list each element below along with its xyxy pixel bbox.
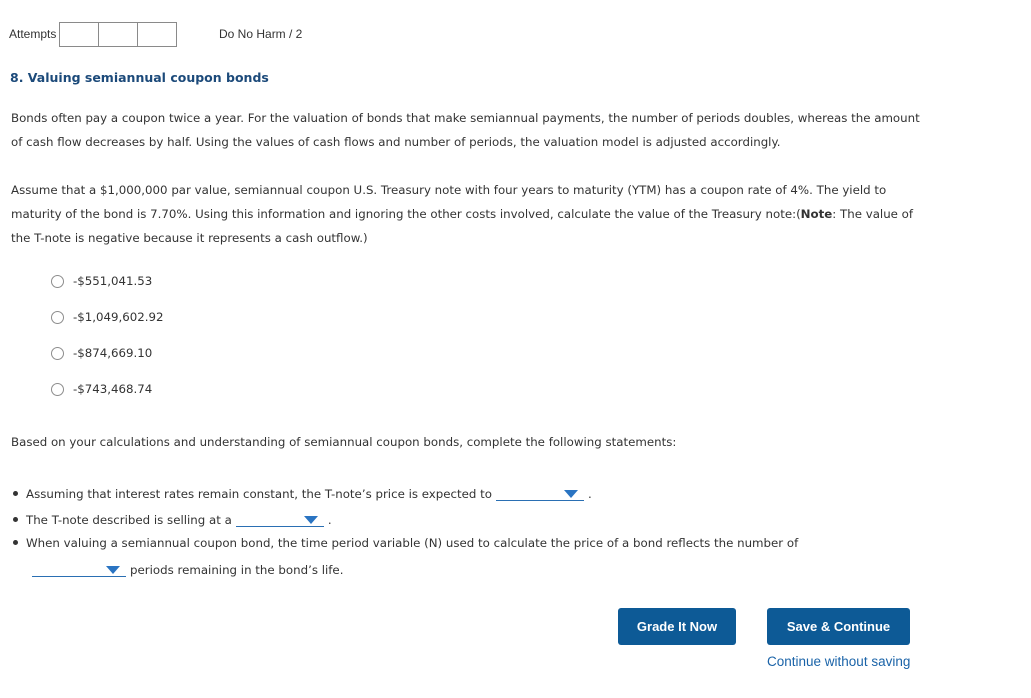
- statement-text: The T-note described is selling at a: [26, 513, 232, 527]
- save-continue-button[interactable]: Save & Continue: [767, 608, 910, 645]
- grade-it-now-button[interactable]: Grade It Now: [618, 608, 736, 645]
- do-no-harm-label: Do No Harm / 2: [219, 27, 303, 41]
- statement-3-continued: [28, 560, 343, 577]
- statement-text: When valuing a semiannual coupon bond, the time period variable (N) used to calculate the price of a bond reflects the number of: [26, 536, 799, 550]
- attempt-box-1: [59, 22, 99, 47]
- option-label: -$874,669.10: [73, 346, 153, 360]
- statement-suffix: .: [587, 487, 592, 501]
- option-label: -$1,049,602.92: [73, 310, 164, 324]
- bullet-icon: [13, 491, 18, 496]
- statement-2: [11, 510, 332, 527]
- attempts-label: Attempts: [9, 27, 57, 41]
- attempt-boxes: [59, 22, 176, 47]
- caret-down-icon: [106, 566, 120, 574]
- intro-paragraph: Bonds often pay a coupon twice a year. For the valuation of bonds that make semiannual payments, the number of periods doubles, whereas the amount of cash flow decreases by half. Using the values of cash flows and number of periods, the valuation model is adjusted accordingly.: [11, 111, 920, 149]
- question-title: 8. Valuing semiannual coupon bonds: [10, 70, 269, 85]
- continue-without-saving-link[interactable]: Continue without saving: [767, 654, 911, 669]
- statement-suffix: .: [327, 513, 332, 527]
- option-1[interactable]: [51, 273, 152, 289]
- option-2[interactable]: [51, 309, 164, 325]
- note-text: : The value of the T-note is negative because it represents a cash outflow.): [11, 207, 914, 245]
- period-type-dropdown[interactable]: [32, 560, 126, 577]
- statement-suffix: periods remaining in the bond’s life.: [130, 563, 344, 577]
- note-label: Note: [800, 207, 833, 221]
- option-label: -$551,041.53: [73, 274, 153, 288]
- radio-button[interactable]: [51, 275, 64, 288]
- problem-text: Assume that a $1,000,000 par value, semiannual coupon U.S. Treasury note with four years to maturity (YTM) has a coupon rate of 4%. The yield to maturity of the bond is 7.70%. Using this information and ignoring the other costs involved, calculate the value of the Treasury note:(: [11, 183, 887, 221]
- bullet-icon: [13, 540, 18, 545]
- radio-button[interactable]: [51, 347, 64, 360]
- radio-button[interactable]: [51, 311, 64, 324]
- radio-button[interactable]: [51, 383, 64, 396]
- option-label: -$743,468.74: [73, 382, 153, 396]
- option-3[interactable]: [51, 345, 152, 361]
- selling-status-dropdown[interactable]: [236, 510, 324, 527]
- attempt-box-2: [98, 22, 138, 47]
- attempt-box-3: [137, 22, 177, 47]
- caret-down-icon: [564, 490, 578, 498]
- statement-1: [11, 484, 592, 501]
- caret-down-icon: [304, 516, 318, 524]
- price-trend-dropdown[interactable]: [496, 484, 584, 501]
- attempts-row: [9, 21, 176, 47]
- bullet-icon: [13, 517, 18, 522]
- option-4[interactable]: [51, 381, 152, 397]
- statements-intro: Based on your calculations and understanding of semiannual coupon bonds, complete the following statements:: [11, 435, 677, 449]
- statement-3: [11, 536, 798, 550]
- problem-paragraph: [11, 178, 931, 250]
- statement-text: Assuming that interest rates remain constant, the T-note’s price is expected to: [26, 487, 492, 501]
